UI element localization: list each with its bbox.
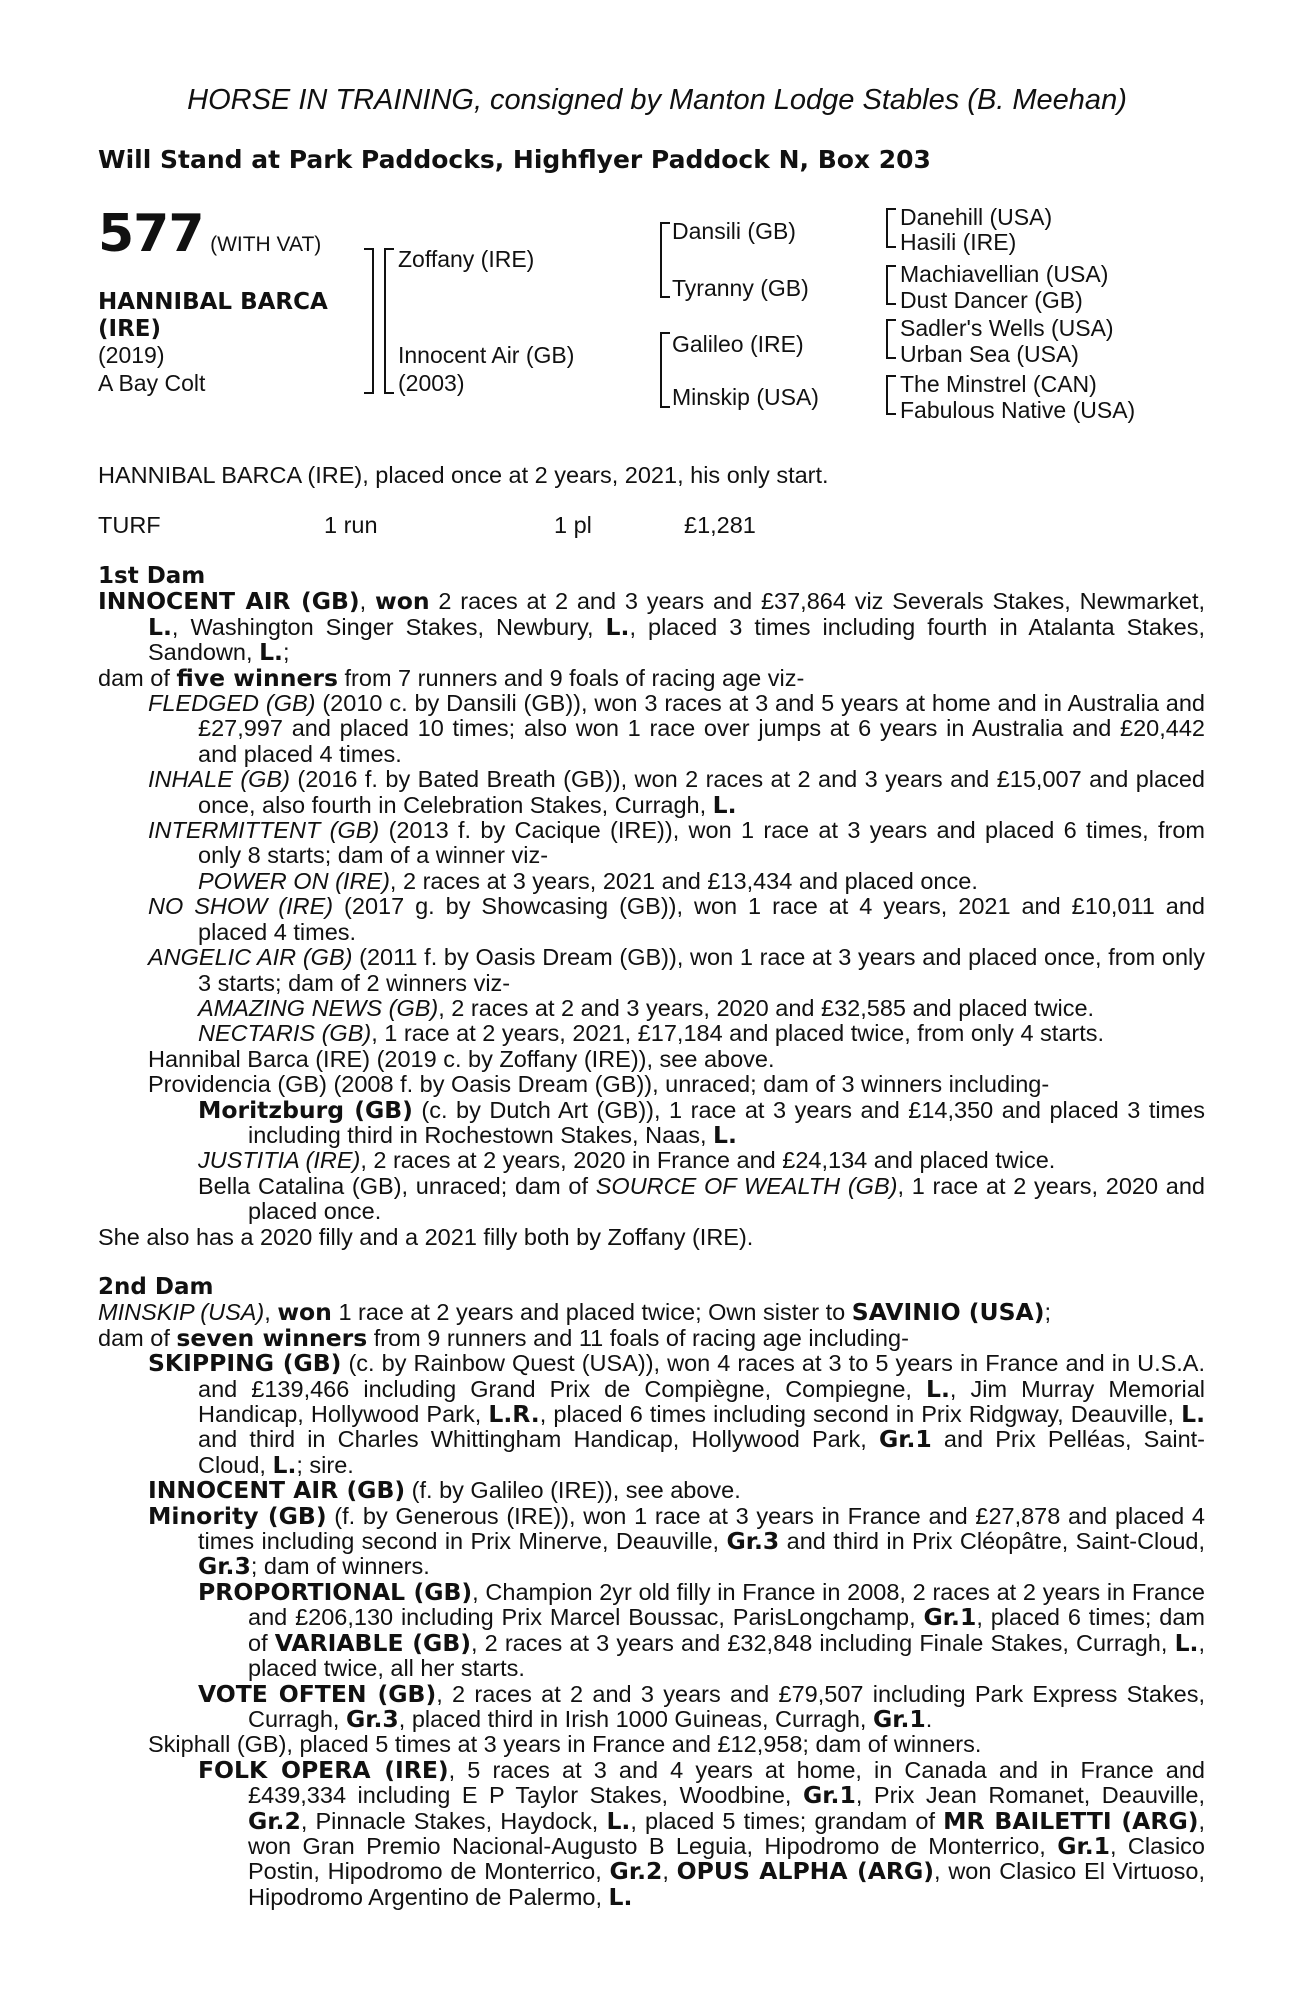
pedigree-brace-main	[364, 248, 374, 394]
grade: L.	[606, 1806, 631, 1835]
pedigree-g8: Fabulous Native (USA)	[900, 397, 1136, 423]
pedigree-dam: Innocent Air (GB)	[398, 342, 575, 368]
pedigree-dam-year: (2003)	[398, 370, 465, 396]
text: from 7 runners and 9 foals of racing age viz-	[337, 664, 805, 691]
horse-name: INHALE (GB)	[148, 766, 290, 793]
horse-name: Moritzburg (GB)	[198, 1095, 413, 1124]
pedigree-g5: Sadler's Wells (USA)	[900, 315, 1114, 341]
text: ;	[282, 639, 290, 666]
produce-angelic-air	[98, 945, 1205, 996]
horse-name: VOTE OFTEN (GB)	[198, 1679, 437, 1708]
produce-no-show	[98, 894, 1205, 945]
second-dam-produce-intro	[98, 1323, 1205, 1352]
pedigree-g6: Urban Sea (USA)	[900, 341, 1079, 367]
text: 1 race at 2 years and placed twice; Own sister to	[331, 1299, 852, 1326]
grade: Gr.3	[345, 1704, 399, 1733]
horse-name: NECTARIS (GB)	[198, 1020, 372, 1047]
lot-vat: (WITH VAT)	[210, 233, 322, 256]
text: (2017 g. by Showcasing (GB)), won 1 race at 4 years, 2021 and £10,011 and placed 4 times.	[198, 893, 1205, 945]
text: , 2 races at 3 years, 2021 and £13,434 and placed once.	[389, 867, 978, 894]
text: dam of	[98, 1324, 177, 1351]
horse-name: FLEDGED (GB)	[148, 690, 316, 717]
produce-bella-catalina	[98, 1174, 1205, 1225]
text: ; sire.	[296, 1451, 354, 1478]
second-dam-entry: MINSKIP (USA), won 1 race at 2 years and placed twice; Own sister to SAVINIO (USA);	[98, 1298, 1052, 1327]
horse-name: FOLK OPERA (IRE)	[198, 1755, 449, 1784]
horse-name: JUSTITIA (IRE)	[198, 1147, 361, 1174]
text: , 1 race at 2 years, 2020 and placed once.	[248, 1172, 1205, 1225]
dam-name: INNOCENT AIR (GB)	[98, 587, 360, 616]
pedigree-dam-sire: Galileo (IRE)	[672, 331, 804, 357]
grade: L.	[605, 612, 630, 641]
horse-name: POWER ON (IRE)	[198, 867, 390, 894]
grade: Gr.3	[198, 1552, 251, 1581]
horse-description: A Bay Colt	[98, 370, 206, 396]
horse-name: VARIABLE (GB)	[274, 1628, 471, 1657]
text: , Pinnacle Stakes, Haydock,	[300, 1807, 607, 1834]
produce-innocent-air	[98, 1478, 1205, 1503]
text: , placed twice, all her starts.	[248, 1629, 1205, 1682]
second-dam-heading: 2nd Dam	[98, 1274, 214, 1300]
grade: Gr.2	[609, 1857, 663, 1886]
pedigree-sire-sire: Dansili (GB)	[672, 218, 796, 244]
horse-year: (2019)	[98, 342, 165, 368]
produce-vote-often	[98, 1679, 1205, 1733]
text: ; dam of winners.	[250, 1553, 430, 1580]
text: (2013 f. by Cacique (IRE)), won 1 race at 3 years and placed 6 times, from only 8 starts; dam of a winner viz-	[198, 817, 1206, 869]
text: , Champion 2yr old filly in France in 2008, 2 races at 2 years in France and £206,130 including Prix Marcel Boussac, ParisLongchamp,	[248, 1578, 1206, 1631]
horse-country: (IRE)	[98, 316, 162, 342]
text: and third in Charles Whittingham Handicap, Hollywood Park,	[198, 1426, 879, 1453]
produce-moritzburg	[98, 1095, 1205, 1149]
grade: Gr.3	[726, 1527, 780, 1556]
pedigree-brace-g2	[886, 265, 896, 305]
text: .	[925, 1705, 933, 1732]
stat-surface: TURF	[98, 512, 161, 538]
text: (2010 c. by Dansili (GB)), won 3 races at 3 and 5 years at home and in Australia and £27,997 and placed 10 times; also won 1 race over jumps at 6 years in Australia and £20,442 and placed 4 times.	[198, 690, 1205, 767]
horse-name: PROPORTIONAL (GB)	[198, 1577, 473, 1606]
won-label: won	[375, 587, 430, 616]
text: , Clasico Postin, Hipodromo de Monterrico,	[248, 1832, 1205, 1885]
pedigree-brace-dam	[660, 332, 670, 408]
text: , 5 races at 3 and 4 years at home, in Canada and in France and £439,334 including E P Taylor Stakes, Woodbine,	[248, 1756, 1205, 1809]
horse-name: SKIPPING (GB)	[148, 1349, 342, 1378]
text: , 2 races at 3 years and £32,848 including Finale Stakes, Curragh,	[470, 1629, 1175, 1656]
produce-fledged	[98, 691, 1205, 767]
grade: L.	[1174, 1628, 1199, 1657]
grade: Gr.1	[878, 1425, 932, 1454]
grade: L.	[712, 790, 737, 819]
produce-hannibal: Hannibal Barca (IRE) (2019 c. by Zoffany (IRE)), see above.	[148, 1045, 775, 1072]
stat-earnings: £1,281	[684, 512, 756, 538]
text: , 2 races at 2 and 3 years, 2020 and £32,585 and placed twice.	[438, 994, 1095, 1021]
horse-name: MR BAILETTI (ARG)	[943, 1806, 1199, 1835]
produce-power-on	[98, 869, 1205, 894]
pedigree-g3: Machiavellian (USA)	[900, 261, 1109, 287]
text: , 2 races at 2 and 3 years and £79,507 including Park Express Stakes, Curragh,	[248, 1680, 1205, 1732]
stat-placings: 1 pl	[554, 512, 592, 538]
produce-justitia	[98, 1148, 1205, 1173]
grade: L.	[926, 1374, 950, 1403]
first-dam-heading: 1st Dam	[98, 563, 206, 589]
text: (f. by Generous (IRE)), won 1 race at 3 years in France and £27,878 and placed 4 times including second in Prix Minerve, Deauville,	[198, 1502, 1206, 1555]
grade: Gr.1	[923, 1603, 977, 1632]
pedigree-g4: Dust Dancer (GB)	[900, 287, 1083, 313]
pedigree-brace-g3	[886, 319, 896, 359]
fillies-note: She also has a 2020 filly and a 2021 filly both by Zoffany (IRE).	[98, 1223, 754, 1250]
first-dam-section	[98, 564, 1205, 1250]
grade: L.	[148, 612, 172, 641]
text: (c. by Dutch Art (GB)), 1 race at 3 years and £14,350 and placed 3 times including third in Rochestown Stakes, Naas,	[248, 1096, 1205, 1148]
text: , 1 race at 2 years, 2021, £17,184 and placed twice, from only 4 starts.	[371, 1020, 1105, 1047]
second-dam-section	[98, 1275, 1205, 1910]
race-summary: HANNIBAL BARCA (IRE), placed once at 2 years, 2021, his only start.	[98, 462, 829, 488]
pedigree-dam-dam: Minskip (USA)	[672, 384, 819, 410]
text: (2011 f. by Oasis Dream (GB)), won 1 race at 3 years and placed once, from only 3 starts; dam of 2 winners viz-	[198, 944, 1205, 996]
text: , 2 races at 2 years, 2020 in France and £24,134 and placed twice.	[360, 1147, 1056, 1174]
lot-number: 577	[98, 204, 204, 264]
text: , placed 5 times; grandam of	[630, 1807, 944, 1834]
horse-name: ANGELIC AIR (GB)	[148, 944, 353, 971]
grade: L.	[1181, 1400, 1205, 1429]
text: , won Gran Premio Nacional-Augusto B Leguia, Hipodromo de Monterrico,	[248, 1807, 1206, 1859]
grade: L.	[713, 1120, 737, 1149]
grade: Gr.1	[1057, 1831, 1111, 1860]
first-dam-produce-intro	[98, 663, 1205, 692]
text: (2016 f. by Bated Breath (GB)), won 2 races at 2 and 3 years and £15,007 and placed once, also fourth in Celebration Stakes, Curragh,	[198, 766, 1205, 818]
text: ;	[1044, 1299, 1052, 1326]
text: , won Clasico El Virtuoso, Hipodromo Argentino de Palermo,	[248, 1858, 1205, 1910]
produce-skiphall: Skiphall (GB), placed 5 times at 3 years in France and £12,958; dam of winners.	[148, 1731, 982, 1758]
horse-name: HANNIBAL BARCA	[98, 289, 328, 315]
produce-proportional	[98, 1577, 1206, 1682]
horse-name: INTERMITTENT (GB)	[148, 817, 380, 844]
horse-name: INNOCENT AIR (GB)	[148, 1476, 406, 1505]
text: , Washington Singer Stakes, Newbury,	[171, 613, 606, 640]
horse-name: AMAZING NEWS (GB)	[198, 994, 439, 1021]
grade: L.	[608, 1882, 633, 1911]
pedigree-sire-dam: Tyranny (GB)	[672, 275, 809, 301]
pedigree-brace-g1	[886, 208, 896, 248]
dam-name: MINSKIP (USA)	[98, 1299, 265, 1326]
text: 2 races at 2 and 3 years and £37,864 viz Severals Stakes, Newmarket,	[429, 588, 1205, 615]
stat-runs: 1 run	[324, 512, 378, 538]
text: from 9 runners and 11 foals of racing age including-	[367, 1324, 909, 1351]
produce-minority	[98, 1501, 1206, 1581]
text: , placed third in Irish 1000 Guineas, Curragh,	[398, 1705, 873, 1732]
grade: Gr.2	[248, 1806, 301, 1835]
grade: L.	[259, 638, 283, 667]
first-dam-entry: INNOCENT AIR (GB), won 2 races at 2 and 3 years and £37,864 viz Severals Stakes, Newmarket, L., Washington Singer Stakes, Newbury, L., placed 3 times including fourth in Atalanta Stakes, Sandown, L.;	[98, 587, 1205, 667]
stand-location: Will Stand at Park Paddocks, Highflyer Paddock N, Box 203	[98, 145, 931, 174]
text: (c. by Rainbow Quest (USA)), won 4 races at 3 to 5 years in France and in U.S.A. and £139,466 including Grand Prix de Compiègne, Compiegne,	[198, 1350, 1205, 1402]
horse-name: OPUS ALPHA (ARG)	[676, 1857, 935, 1886]
pedigree-g7: The Minstrel (CAN)	[900, 371, 1097, 397]
produce-folk-opera	[98, 1755, 1206, 1911]
lot-heading	[98, 204, 321, 264]
winners-count: seven winners	[176, 1323, 368, 1352]
pedigree-brace-sire-dam	[384, 248, 394, 394]
produce-amazing-news	[98, 996, 1205, 1021]
pedigree-brace-g4	[886, 375, 896, 415]
pedigree-g1: Danehill (USA)	[900, 204, 1053, 230]
horse-name: SOURCE OF WEALTH (GB)	[595, 1172, 898, 1199]
produce-inhale	[98, 767, 1205, 818]
grade: L.R.	[488, 1400, 540, 1429]
winners-count: five winners	[176, 663, 338, 692]
pedigree-g2: Hasili (IRE)	[900, 229, 1017, 255]
pedigree-sire: Zoffany (IRE)	[398, 246, 535, 272]
text: and third in Prix Cléopâtre, Saint-Cloud,	[779, 1528, 1206, 1555]
produce-nectaris	[98, 1021, 1205, 1046]
text: (f. by Galileo (IRE)), see above.	[405, 1477, 741, 1504]
consignment-title: HORSE IN TRAINING, consigned by Manton Lodge Stables (B. Meehan)	[187, 84, 1127, 116]
text: , placed 6 times including second in Prix Ridgway, Deauville,	[539, 1401, 1182, 1428]
horse-name: NO SHOW (IRE)	[148, 893, 334, 920]
won-label: won	[277, 1298, 332, 1327]
text: ,	[662, 1858, 677, 1885]
grade: Gr.1	[872, 1704, 926, 1733]
text: and Prix Pelléas, Saint-Cloud,	[198, 1426, 1205, 1478]
grade: L.	[272, 1450, 297, 1479]
text: dam of	[98, 664, 177, 691]
text: , Jim Murray Memorial Handicap, Hollywood Park,	[198, 1375, 1205, 1428]
horse-name: Minority (GB)	[148, 1501, 327, 1530]
produce-skipping	[98, 1351, 1205, 1478]
horse-name: SAVINIO (USA)	[851, 1298, 1045, 1327]
grade: Gr.1	[803, 1781, 856, 1810]
text: , placed 3 times including fourth in Atalanta Stakes, Sandown,	[148, 613, 1205, 666]
text: Bella Catalina (GB), unraced; dam of	[198, 1172, 596, 1199]
text: , Prix Jean Romanet, Deauville,	[855, 1782, 1206, 1809]
produce-providencia: Providencia (GB) (2008 f. by Oasis Dream (GB)), unraced; dam of 3 winners including-	[148, 1071, 1050, 1098]
produce-intermittent	[98, 818, 1205, 869]
text: , placed 6 times; dam of	[248, 1604, 1205, 1656]
pedigree-brace-sire	[660, 222, 670, 298]
